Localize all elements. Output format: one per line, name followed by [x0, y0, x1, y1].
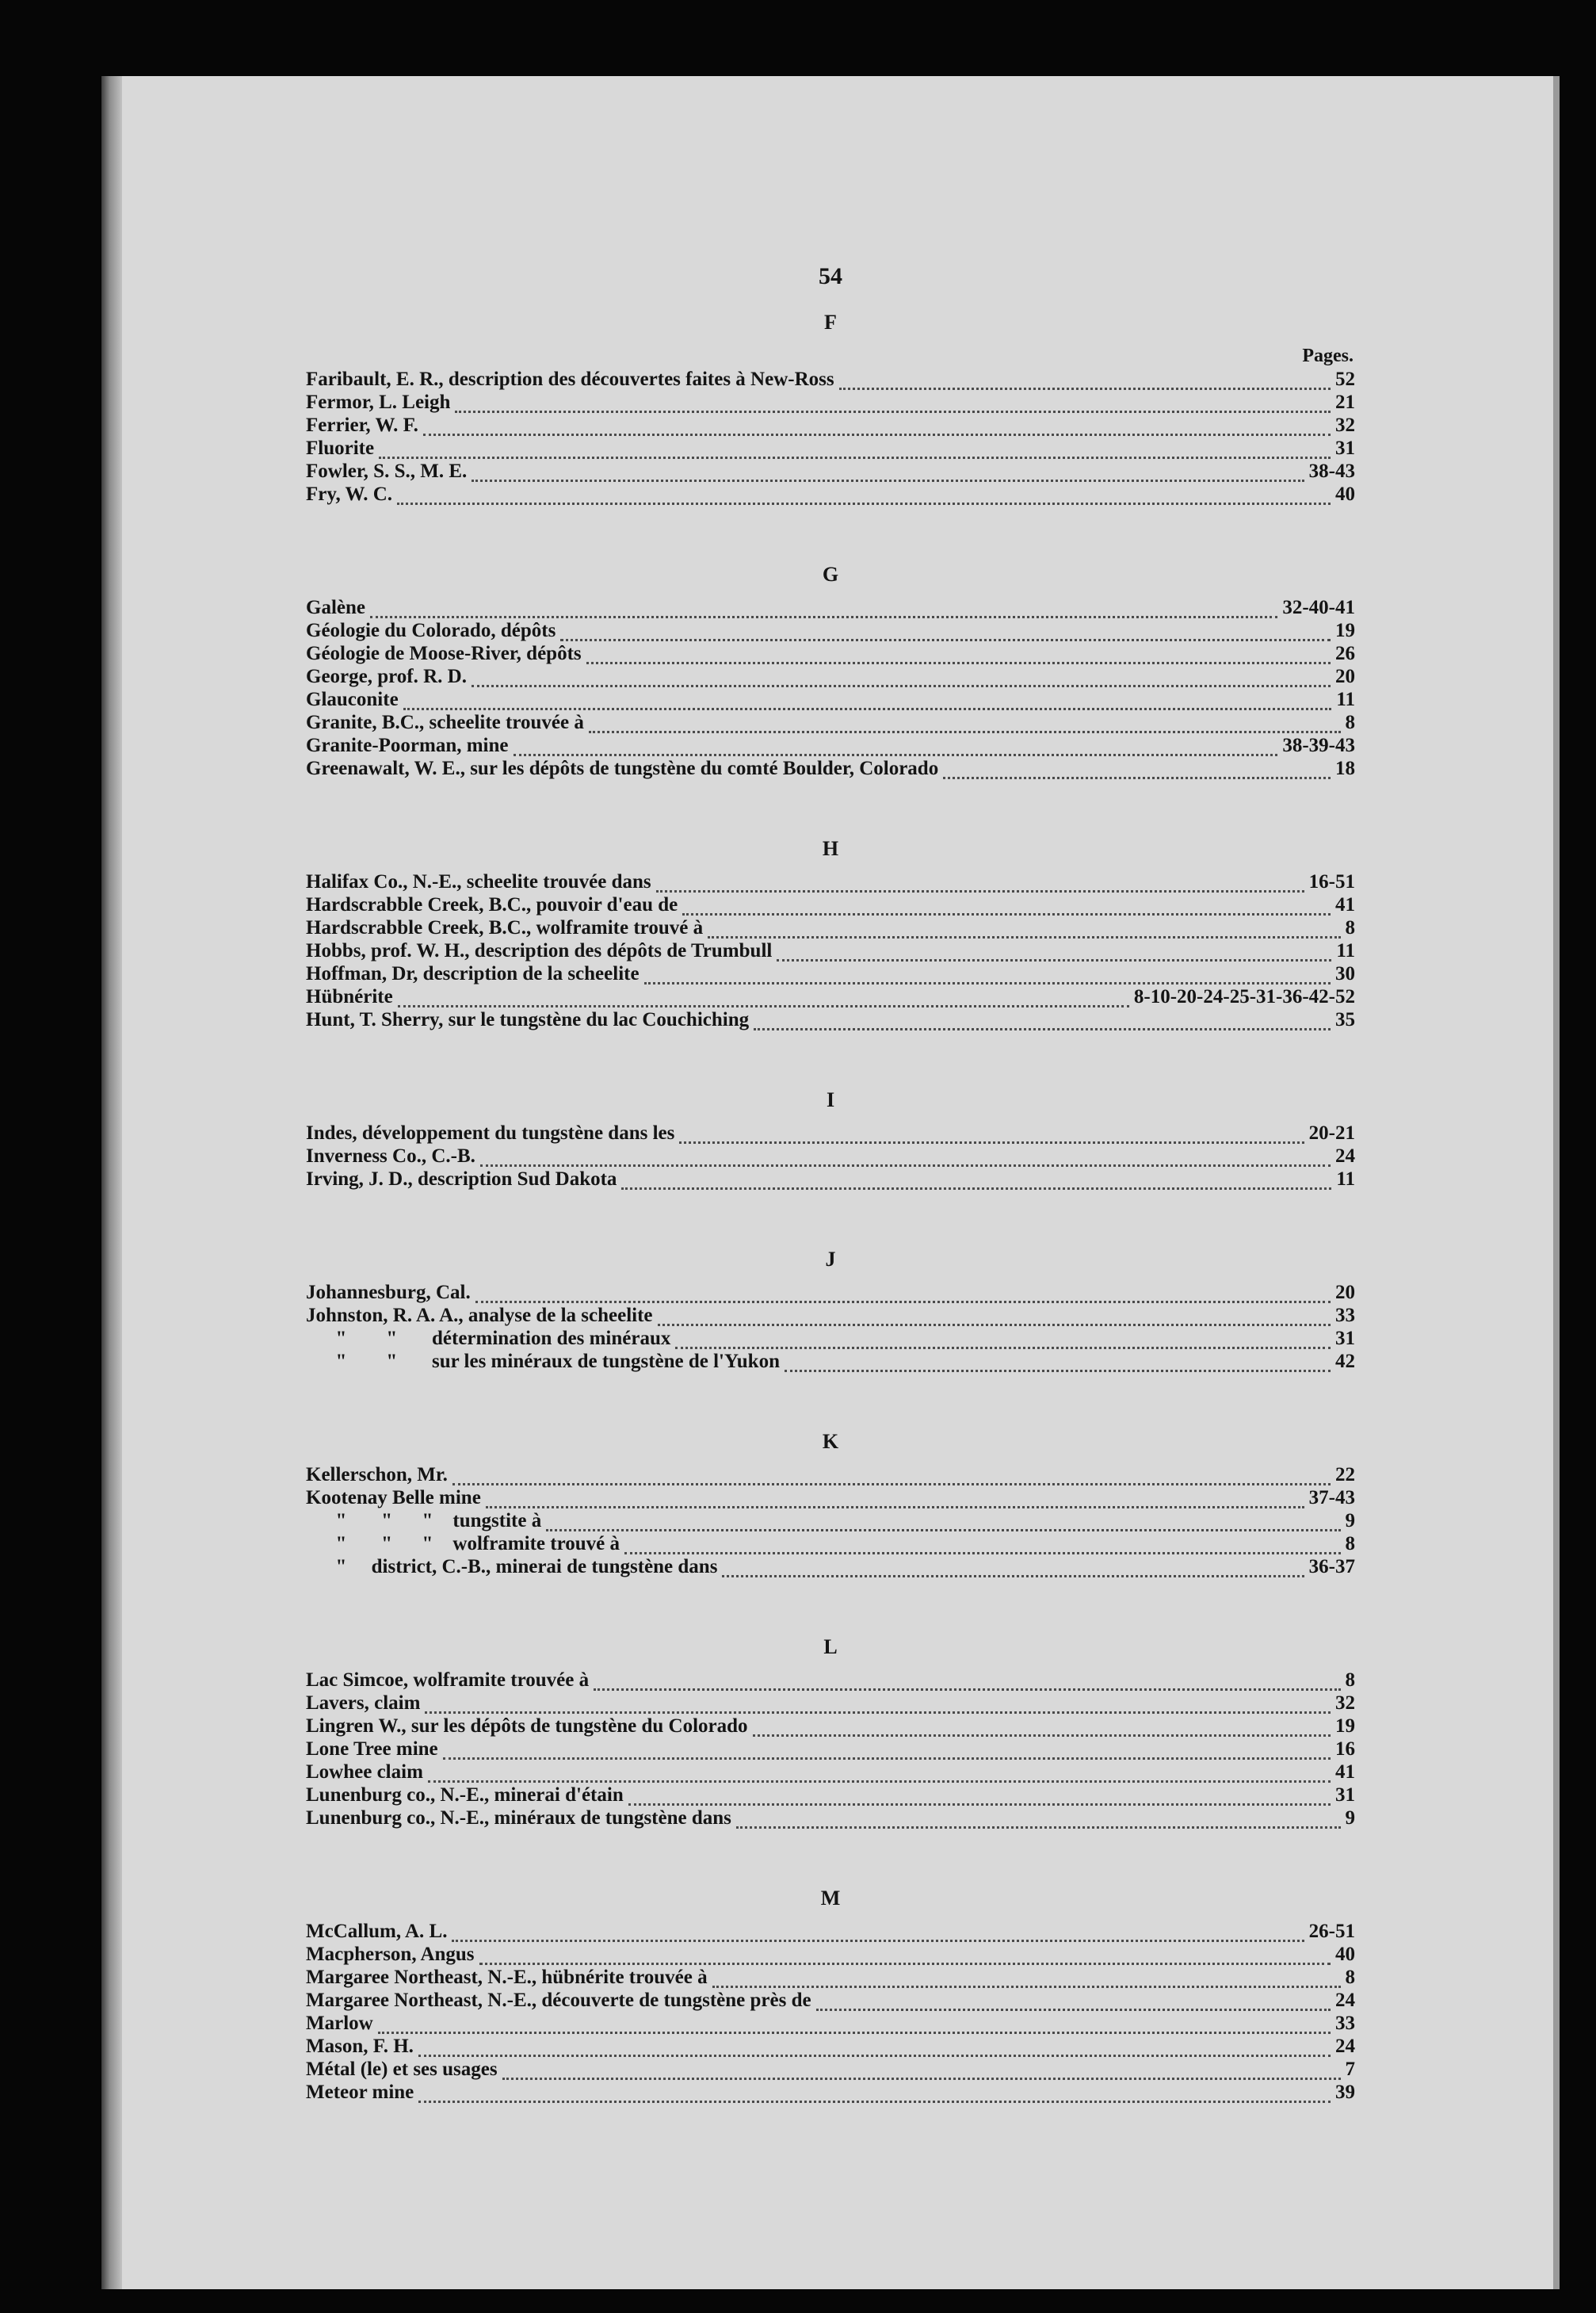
leader-dots — [452, 1470, 1331, 1485]
entry-text: " " " wolframite trouvé à — [306, 1533, 620, 1554]
leader-dots — [682, 900, 1331, 916]
section-gap — [306, 1373, 1355, 1414]
entry-pages: 19 — [1335, 620, 1355, 641]
index-entry — [306, 596, 1355, 619]
index-entry — [306, 1304, 1355, 1327]
leader-dots — [712, 1973, 1341, 1988]
entry-text: Lac Simcoe, wolframite trouvée à — [306, 1669, 590, 1691]
entry-text: Hardscrabble Creek, B.C., wolframite trouvé à — [306, 917, 704, 939]
index-entry — [306, 414, 1355, 437]
entry-pages: 38-43 — [1308, 461, 1355, 482]
entry-text: Galène — [306, 597, 365, 618]
leader-dots — [754, 1015, 1331, 1030]
index-entry — [306, 1486, 1355, 1509]
entry-text: Macpherson, Angus — [306, 1944, 475, 1965]
section-letter: G — [822, 563, 839, 586]
entry-pages: 8-10-20-24-25-31-36-42-52 — [1133, 986, 1355, 1007]
page-right-edge — [1553, 76, 1560, 2289]
entry-pages: 7 — [1345, 2059, 1355, 2080]
page-left-edge — [101, 76, 122, 2289]
leader-dots — [624, 1539, 1341, 1554]
leader-dots — [472, 672, 1331, 687]
index-entry — [306, 2012, 1355, 2035]
entry-text: Lingren W., sur les dépôts de tungstène du Colorado — [306, 1715, 748, 1737]
entry-pages: 30 — [1335, 963, 1355, 984]
section-letter: L — [823, 1635, 838, 1658]
entry-text: Faribault, E. R., description des découvertes faites à New-Ross — [306, 369, 834, 390]
entry-pages: 52 — [1335, 369, 1355, 390]
leader-dots — [546, 1516, 1340, 1531]
leader-dots — [486, 1493, 1304, 1508]
leader-dots — [621, 1175, 1331, 1190]
leader-dots — [403, 695, 1332, 710]
index-entry — [306, 483, 1355, 506]
entry-pages: 20-21 — [1308, 1122, 1355, 1144]
entry-pages: 24 — [1335, 2036, 1355, 2057]
entry-pages: 37-43 — [1308, 1487, 1355, 1508]
leader-dots — [753, 1722, 1331, 1737]
entry-text: Géologie du Colorado, dépôts — [306, 620, 556, 641]
leader-dots — [418, 2042, 1331, 2057]
index-entry — [306, 1509, 1355, 1532]
section-letter: M — [820, 1887, 841, 1910]
entry-pages: 20 — [1335, 1282, 1355, 1303]
leader-dots — [816, 1996, 1331, 2011]
entry-pages: 22 — [1335, 1464, 1355, 1485]
entry-pages: 40 — [1335, 484, 1355, 505]
entry-text: Hardscrabble Creek, B.C., pouvoir d'eau de — [306, 894, 678, 916]
leader-dots — [423, 421, 1331, 436]
pages-column-header: Pages. — [1302, 346, 1354, 366]
leader-dots — [675, 1334, 1331, 1349]
entry-pages: 36-37 — [1308, 1556, 1355, 1577]
entry-pages: 19 — [1335, 1715, 1355, 1737]
entry-text: Johnston, R. A. A., analyse de la scheelite — [306, 1305, 653, 1326]
index-entry — [306, 757, 1355, 780]
entry-text: Margaree Northeast, N.-E., découverte de tungstène près de — [306, 1990, 811, 2011]
entry-text: Inverness Co., C.-B. — [306, 1145, 475, 1167]
entry-pages: 8 — [1345, 1967, 1355, 1988]
entry-text: Greenawalt, W. E., sur les dépôts de tungstène du comté Boulder, Colorado — [306, 758, 939, 779]
leader-dots — [560, 626, 1331, 641]
entry-text: Hobbs, prof. W. H., description des dépôts de Trumbull — [306, 940, 773, 962]
index-entry — [306, 460, 1355, 483]
index-entry — [306, 2081, 1355, 2104]
index-entry — [306, 1989, 1355, 2012]
leader-dots — [589, 718, 1341, 733]
index-entry — [306, 939, 1355, 962]
leader-dots — [428, 1768, 1331, 1783]
entry-text: Fermor, L. Leigh — [306, 392, 451, 413]
leader-dots — [736, 1814, 1341, 1829]
entry-text: Kootenay Belle mine — [306, 1487, 481, 1508]
entry-pages: 42 — [1335, 1351, 1355, 1372]
entry-pages: 41 — [1335, 894, 1355, 916]
index-entry — [306, 1555, 1355, 1578]
entry-text: Géologie de Moose-River, dépôts — [306, 643, 582, 664]
entry-pages: 32-40-41 — [1282, 597, 1355, 618]
entry-text: Fry, W. C. — [306, 484, 393, 505]
entry-pages: 41 — [1335, 1761, 1355, 1783]
index-entry — [306, 1669, 1355, 1692]
entry-text: Granite-Poorman, mine — [306, 735, 509, 756]
entry-pages: 9 — [1345, 1510, 1355, 1531]
entry-text: Marlow — [306, 2013, 373, 2034]
entry-pages: 24 — [1335, 1990, 1355, 2011]
leader-dots — [722, 1562, 1304, 1577]
index-entry — [306, 893, 1355, 916]
index-entry — [306, 1532, 1355, 1555]
entry-text: Métal (le) et ses usages — [306, 2059, 498, 2080]
leader-dots — [425, 1699, 1331, 1714]
entry-pages: 26-51 — [1308, 1921, 1355, 1942]
leader-dots — [586, 649, 1331, 664]
entry-text: Fowler, S. S., M. E. — [306, 461, 468, 482]
section-letter: H — [822, 837, 839, 860]
leader-dots — [594, 1676, 1340, 1691]
index-entry — [306, 665, 1355, 688]
entry-pages: 33 — [1335, 2013, 1355, 2034]
leader-dots — [397, 490, 1331, 505]
entry-text: Johannesburg, Cal. — [306, 1282, 471, 1303]
entry-text: " district, C.-B., minerai de tungstène dans — [306, 1556, 718, 1577]
leader-dots — [502, 2065, 1341, 2080]
section-letter: F — [824, 311, 837, 334]
index-content — [306, 258, 1355, 2104]
index-entry — [306, 2035, 1355, 2058]
index-sections — [306, 301, 1355, 2104]
index-entry — [306, 1943, 1355, 1966]
leader-dots — [708, 923, 1340, 939]
entry-pages: 31 — [1335, 438, 1355, 459]
index-entry — [306, 688, 1355, 711]
entry-text: " " détermination des minéraux — [306, 1328, 671, 1349]
leader-dots — [656, 877, 1304, 893]
entry-text: Mason, F. H. — [306, 2036, 414, 2057]
entry-pages: 16 — [1335, 1738, 1355, 1760]
entry-pages: 11 — [1336, 940, 1355, 962]
entry-pages: 11 — [1336, 689, 1355, 710]
entry-text: Hunt, T. Sherry, sur le tungstène du lac Couchiching — [306, 1009, 750, 1030]
index-entry — [306, 1122, 1355, 1145]
index-entry — [306, 1168, 1355, 1191]
leader-dots — [943, 764, 1331, 779]
leader-dots — [370, 603, 1277, 618]
entry-text: Lunenburg co., N.-E., minerai d'étain — [306, 1784, 624, 1806]
index-entry — [306, 1327, 1355, 1350]
index-entry — [306, 368, 1355, 391]
leader-dots — [777, 946, 1331, 962]
leader-dots — [644, 969, 1331, 984]
section-gap — [306, 1829, 1355, 1871]
leader-dots — [455, 398, 1331, 413]
entry-pages: 8 — [1345, 712, 1355, 733]
entry-pages: 31 — [1335, 1328, 1355, 1349]
index-entry — [306, 916, 1355, 939]
index-entry — [306, 619, 1355, 642]
entry-text: Lunenburg co., N.-E., minéraux de tungstène dans — [306, 1807, 731, 1829]
section-gap — [306, 1578, 1355, 1619]
entry-pages: 9 — [1345, 1807, 1355, 1829]
section-gap — [306, 1031, 1355, 1072]
leader-dots — [785, 1357, 1331, 1372]
entry-pages: 8 — [1345, 1669, 1355, 1691]
leader-dots — [480, 1152, 1331, 1167]
entry-pages: 40 — [1335, 1944, 1355, 1965]
index-entry — [306, 1783, 1355, 1806]
entry-pages: 26 — [1335, 643, 1355, 664]
index-entry — [306, 1281, 1355, 1304]
index-entry — [306, 642, 1355, 665]
leader-dots — [628, 1791, 1331, 1806]
index-entry — [306, 962, 1355, 985]
section-letter: J — [825, 1248, 836, 1271]
document-page — [101, 76, 1560, 2289]
entry-text: Margaree Northeast, N.-E., hübnérite trouvée à — [306, 1967, 708, 1988]
entry-text: " " sur les minéraux de tungstène de l'Yukon — [306, 1351, 780, 1372]
leader-dots — [398, 992, 1129, 1007]
leader-dots — [475, 1288, 1331, 1303]
leader-dots — [472, 467, 1304, 482]
entry-pages: 32 — [1335, 1692, 1355, 1714]
entry-text: Halifax Co., N.-E., scheelite trouvée dans — [306, 871, 651, 893]
leader-dots — [514, 741, 1278, 756]
entry-pages: 39 — [1335, 2082, 1355, 2103]
entry-text: Ferrier, W. F. — [306, 415, 418, 436]
entry-text: Meteor mine — [306, 2082, 414, 2103]
entry-pages: 24 — [1335, 1145, 1355, 1167]
index-entry — [306, 711, 1355, 734]
entry-text: Hoffman, Dr, description de la scheelite — [306, 963, 640, 984]
entry-pages: 33 — [1335, 1305, 1355, 1326]
entry-pages: 18 — [1335, 758, 1355, 779]
entry-pages: 20 — [1335, 666, 1355, 687]
entry-text: Fluorite — [306, 438, 375, 459]
index-entry — [306, 437, 1355, 460]
entry-text: George, prof. R. D. — [306, 666, 467, 687]
entry-pages: 38-39-43 — [1282, 735, 1355, 756]
entry-text: Irving, J. D., description Sud Dakota — [306, 1168, 617, 1190]
leader-dots — [658, 1311, 1331, 1326]
entry-text: Granite, B.C., scheelite trouvée à — [306, 712, 584, 733]
leader-dots — [452, 1927, 1304, 1942]
index-entry — [306, 1966, 1355, 1989]
entry-text: " " " tungstite à — [306, 1510, 542, 1531]
index-entry — [306, 1738, 1355, 1761]
entry-text: Lavers, claim — [306, 1692, 421, 1714]
entry-text: Lowhee claim — [306, 1761, 423, 1783]
index-entry — [306, 1920, 1355, 1943]
index-entry — [306, 734, 1355, 757]
index-entry — [306, 1715, 1355, 1738]
entry-pages: 32 — [1335, 415, 1355, 436]
entry-pages: 11 — [1336, 1168, 1355, 1190]
index-entry — [306, 985, 1355, 1008]
entry-text: McCallum, A. L. — [306, 1921, 448, 1942]
entry-text: Kellerschon, Mr. — [306, 1464, 448, 1485]
entry-pages: 31 — [1335, 1784, 1355, 1806]
leader-dots — [379, 444, 1331, 459]
index-entry — [306, 2058, 1355, 2081]
index-entry — [306, 1692, 1355, 1715]
entry-pages: 8 — [1345, 917, 1355, 939]
entry-text: Lone Tree mine — [306, 1738, 438, 1760]
leader-dots — [839, 375, 1331, 390]
section-gap — [306, 780, 1355, 821]
leader-dots — [378, 2019, 1331, 2034]
leader-dots — [679, 1129, 1304, 1144]
section-gap — [306, 506, 1355, 547]
leader-dots — [443, 1745, 1331, 1760]
index-entry — [306, 1761, 1355, 1783]
section-gap — [306, 1191, 1355, 1232]
index-entry — [306, 1145, 1355, 1168]
entry-text: Glauconite — [306, 689, 399, 710]
leader-dots — [418, 2088, 1331, 2103]
entry-text: Indes, développement du tungstène dans les — [306, 1122, 675, 1144]
index-entry — [306, 1350, 1355, 1373]
leader-dots — [479, 1950, 1331, 1965]
entry-pages: 16-51 — [1308, 871, 1355, 893]
section-letter: K — [822, 1430, 839, 1453]
index-entry — [306, 870, 1355, 893]
entry-pages: 8 — [1345, 1533, 1355, 1554]
index-entry — [306, 1806, 1355, 1829]
page-number: 54 — [819, 263, 842, 289]
entry-pages: 35 — [1335, 1009, 1355, 1030]
entry-pages: 21 — [1335, 392, 1355, 413]
index-entry — [306, 1463, 1355, 1486]
section-letter: I — [826, 1088, 835, 1111]
index-entry — [306, 391, 1355, 414]
index-entry — [306, 1008, 1355, 1031]
entry-text: Hübnérite — [306, 986, 393, 1007]
